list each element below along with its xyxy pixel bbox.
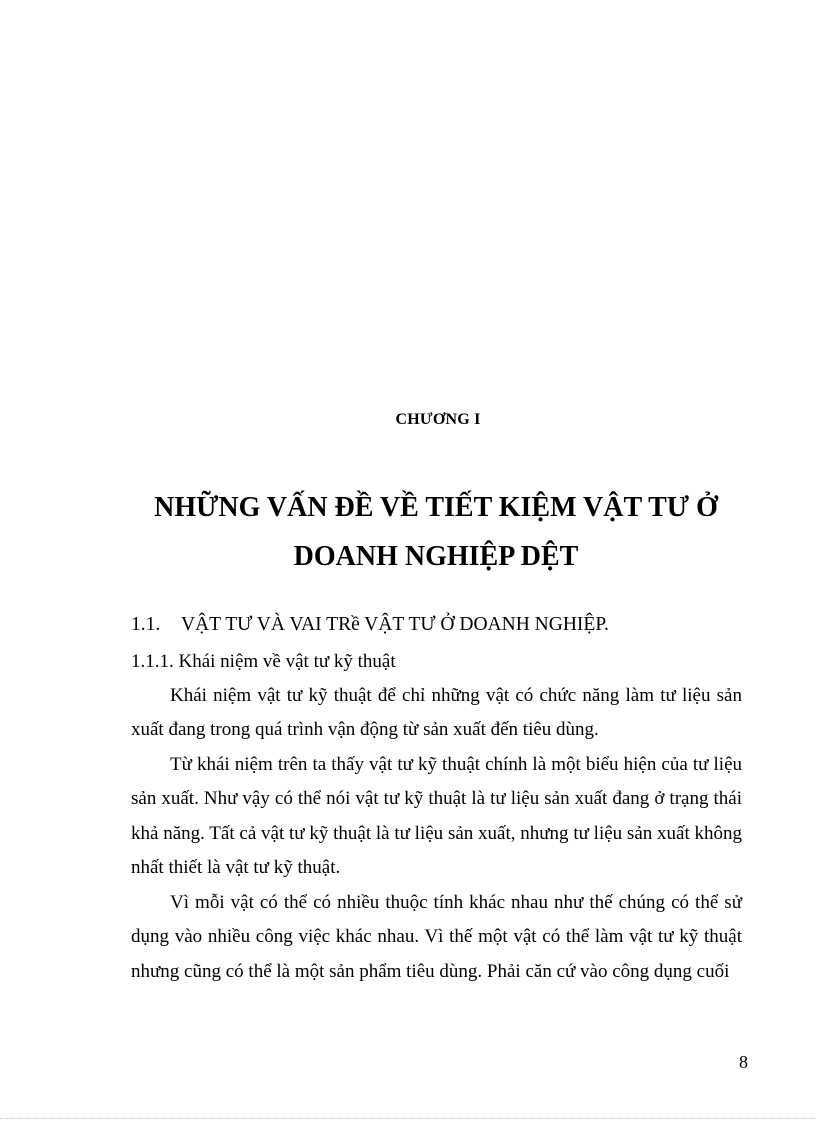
body-line: xuất đang trong quá trình vận động từ sản xuất đến tiêu dùng. [131,719,599,740]
body-line: Vì mỗi vật có thể có nhiều thuộc tính khác nhau như thế chúng có thể sử [170,892,742,913]
body-line: nhưng cũng có thể là một sản phẩm tiêu dùng. Phải căn cứ vào công dụng cuối [131,961,730,982]
chapter-title-line-2: DOANH NGHIỆP DỆT [293,541,579,572]
subsection-heading: 1.1.1. Khái niệm về vật tư kỹ thuật [131,651,396,672]
chapter-title-line-1: NHỮNG VẤN ĐỀ VỀ TIẾT KIỆM VẬT TƯ Ở [154,492,718,523]
page-bottom-rule [0,1118,816,1119]
body-line: nhất thiết là vật tư kỹ thuật. [131,857,341,878]
body-line: Khái niệm vật tư kỹ thuật để chỉ những vật có chức năng làm tư liệu sản [170,685,742,706]
body-line: Từ khái niệm trên ta thấy vật tư kỹ thuật chính là một biểu hiện của tư liệu [170,754,742,775]
section-heading [131,614,609,636]
body-line: sản xuất. Như vậy có thể nói vật tư kỹ thuật là tư liệu sản xuất đang ở trạng thái [131,788,742,809]
page-number: 8 [739,1052,748,1072]
section-title: VẬT TƯ VÀ VAI TRề VẬT TƯ Ở DOANH NGHIỆP. [181,614,609,635]
section-number: 1.1. [131,614,161,635]
body-line: dụng vào nhiều công việc khác nhau. Vì thế một vật có thể làm vật tư kỹ thuật [131,926,742,947]
body-line: khả năng. Tất cả vật tư kỹ thuật là tư liệu sản xuất, nhưng tư liệu sản xuất không [131,823,742,844]
chapter-label: CHƯƠNG I [395,411,481,428]
